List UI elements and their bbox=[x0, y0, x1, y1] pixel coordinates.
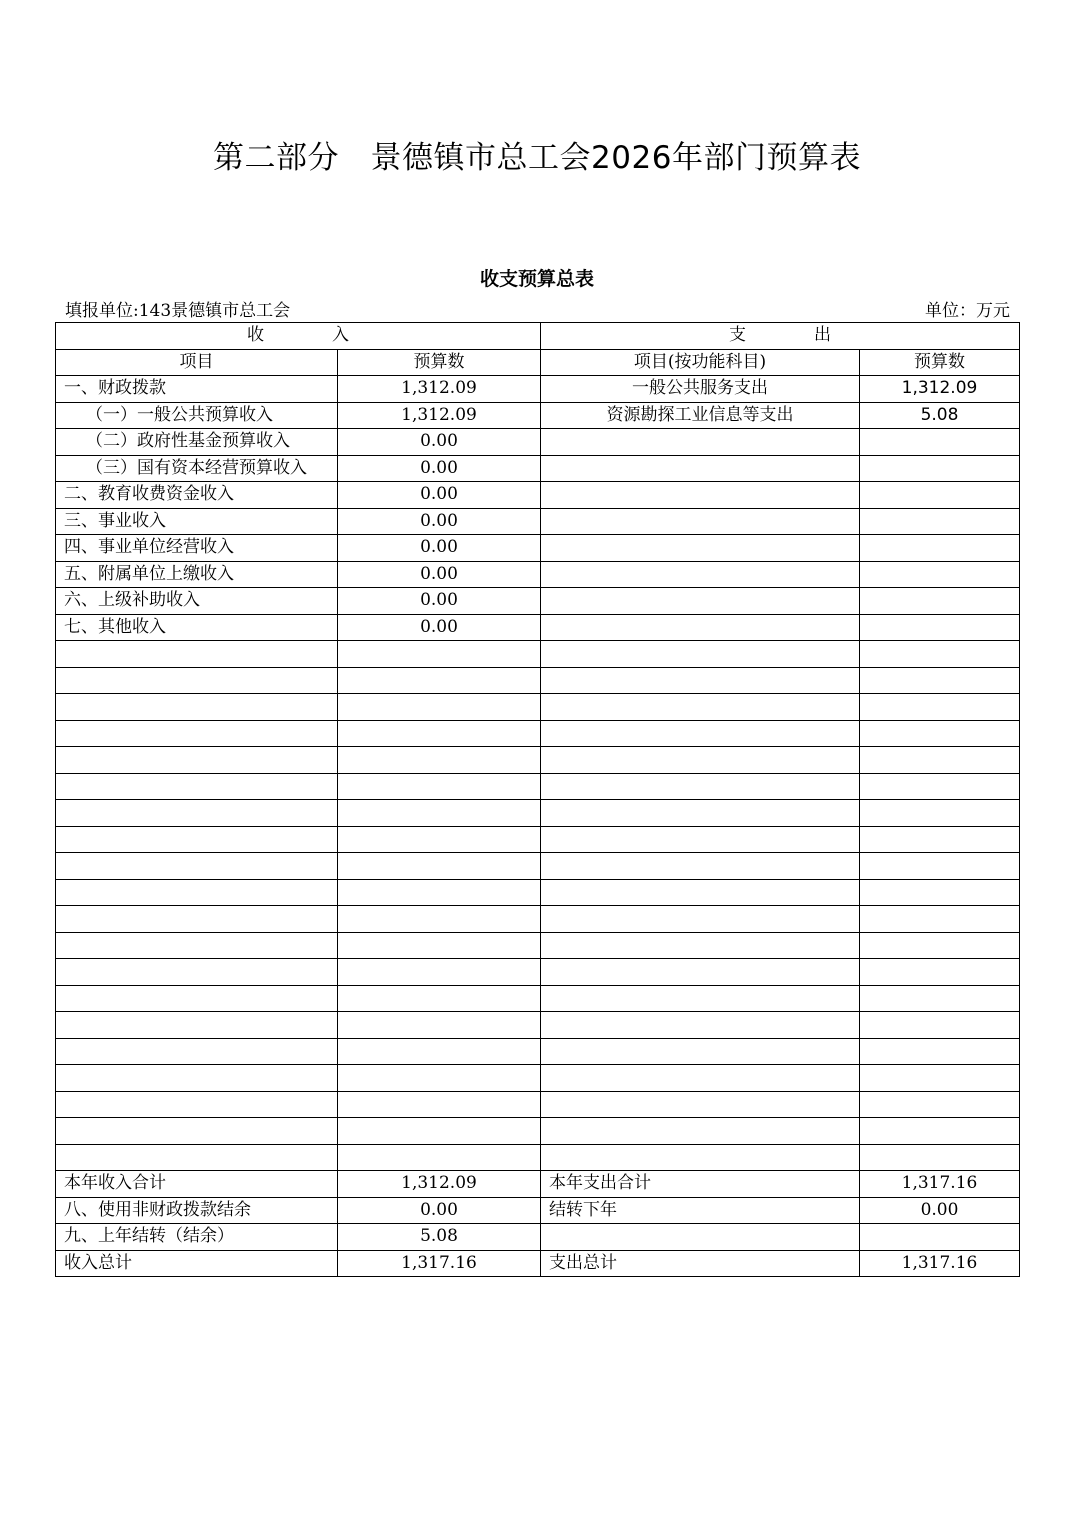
expense-amount-cell bbox=[860, 826, 1020, 853]
income-item-cell: （三）国有资本经营预算收入 bbox=[56, 455, 338, 482]
income-amount-cell: 0.00 bbox=[338, 508, 541, 535]
income-item-cell bbox=[56, 985, 338, 1012]
expense-amount-cell bbox=[860, 932, 1020, 959]
table-row bbox=[56, 1118, 1020, 1145]
expense-item-cell bbox=[541, 694, 860, 721]
expense-item-cell bbox=[541, 614, 860, 641]
income-item-cell: （二）政府性基金预算收入 bbox=[56, 429, 338, 456]
income-amount-cell bbox=[338, 1065, 541, 1092]
table-row bbox=[56, 747, 1020, 774]
expense-item-cell bbox=[541, 508, 860, 535]
expense-item-cell bbox=[541, 720, 860, 747]
income-item-cell bbox=[56, 853, 338, 880]
table-row bbox=[56, 985, 1020, 1012]
expense-amount-header: 预算数 bbox=[860, 349, 1020, 376]
table-row bbox=[56, 879, 1020, 906]
income-item-cell bbox=[56, 1038, 338, 1065]
table-row bbox=[56, 429, 1020, 456]
expense-item-cell bbox=[541, 853, 860, 880]
income-item-cell: （一）一般公共预算收入 bbox=[56, 402, 338, 429]
expense-item-cell bbox=[541, 535, 860, 562]
expense-amount-cell bbox=[860, 694, 1020, 721]
expense-item-cell: 资源勘探工业信息等支出 bbox=[541, 402, 860, 429]
income-item-cell bbox=[56, 720, 338, 747]
table-row bbox=[56, 1038, 1020, 1065]
expense-item-cell bbox=[541, 985, 860, 1012]
income-amount-cell: 0.00 bbox=[338, 588, 541, 615]
table-row bbox=[56, 853, 1020, 880]
income-item-cell bbox=[56, 800, 338, 827]
income-amount-cell bbox=[338, 959, 541, 986]
income-amount-cell bbox=[338, 667, 541, 694]
total-row bbox=[56, 1171, 1020, 1198]
table-row bbox=[56, 959, 1020, 986]
total-income-amount-cell: 0.00 bbox=[338, 1197, 541, 1224]
income-item-cell bbox=[56, 773, 338, 800]
expense-amount-cell bbox=[860, 879, 1020, 906]
expense-amount-cell bbox=[860, 959, 1020, 986]
expense-amount-cell bbox=[860, 1118, 1020, 1145]
income-amount-header: 预算数 bbox=[338, 349, 541, 376]
table-row bbox=[56, 826, 1020, 853]
income-item-cell bbox=[56, 1091, 338, 1118]
column-header-row bbox=[56, 349, 1020, 376]
expense-amount-cell bbox=[860, 429, 1020, 456]
total-row bbox=[56, 1197, 1020, 1224]
expense-item-cell bbox=[541, 429, 860, 456]
total-expense-amount-cell: 0.00 bbox=[860, 1197, 1020, 1224]
expense-amount-cell bbox=[860, 1065, 1020, 1092]
expense-amount-cell bbox=[860, 747, 1020, 774]
expense-item-cell bbox=[541, 455, 860, 482]
income-amount-cell bbox=[338, 1118, 541, 1145]
income-amount-cell: 0.00 bbox=[338, 429, 541, 456]
expense-amount-cell bbox=[860, 1012, 1020, 1039]
total-income-amount-cell: 1,312.09 bbox=[338, 1171, 541, 1198]
expense-item-cell bbox=[541, 906, 860, 933]
income-amount-cell bbox=[338, 1038, 541, 1065]
expense-amount-cell bbox=[860, 720, 1020, 747]
total-income-item-cell: 本年收入合计 bbox=[56, 1171, 338, 1198]
income-item-cell bbox=[56, 1012, 338, 1039]
table-row bbox=[56, 561, 1020, 588]
income-item-cell bbox=[56, 1065, 338, 1092]
total-income-item-cell: 收入总计 bbox=[56, 1250, 338, 1277]
table-title: 收支预算总表 bbox=[479, 268, 594, 290]
income-amount-cell bbox=[338, 1144, 541, 1171]
income-item-cell: 七、其他收入 bbox=[56, 614, 338, 641]
group-header-row bbox=[56, 323, 1020, 350]
income-amount-cell bbox=[338, 826, 541, 853]
table-row bbox=[56, 773, 1020, 800]
budget-summary-table bbox=[55, 322, 1020, 1277]
expense-amount-cell bbox=[860, 773, 1020, 800]
expense-item-cell bbox=[541, 561, 860, 588]
income-amount-cell: 0.00 bbox=[338, 535, 541, 562]
table-row bbox=[56, 1091, 1020, 1118]
income-item-cell bbox=[56, 826, 338, 853]
table-row bbox=[56, 482, 1020, 509]
expense-group-header: 支 出 bbox=[541, 323, 1020, 350]
expense-item-header: 项目(按功能科目) bbox=[541, 349, 860, 376]
income-amount-cell: 0.00 bbox=[338, 455, 541, 482]
total-expense-amount-cell bbox=[860, 1224, 1020, 1251]
expense-amount-cell bbox=[860, 588, 1020, 615]
filing-unit: 填报单位:143景德镇市总工会 bbox=[65, 301, 291, 321]
expense-item-cell bbox=[541, 641, 860, 668]
table-row bbox=[56, 932, 1020, 959]
table-row bbox=[56, 1065, 1020, 1092]
total-income-amount-cell: 5.08 bbox=[338, 1224, 541, 1251]
table-row bbox=[56, 376, 1020, 403]
income-item-cell bbox=[56, 1144, 338, 1171]
table-row bbox=[56, 588, 1020, 615]
income-amount-cell: 1,312.09 bbox=[338, 376, 541, 403]
income-amount-cell bbox=[338, 879, 541, 906]
income-amount-cell bbox=[338, 720, 541, 747]
income-item-cell bbox=[56, 932, 338, 959]
expense-item-cell bbox=[541, 932, 860, 959]
income-item-cell bbox=[56, 1118, 338, 1145]
total-expense-item-cell bbox=[541, 1224, 860, 1251]
income-item-cell: 三、事业收入 bbox=[56, 508, 338, 535]
expense-amount-cell bbox=[860, 455, 1020, 482]
expense-amount-cell bbox=[860, 508, 1020, 535]
expense-item-cell bbox=[541, 747, 860, 774]
expense-item-cell bbox=[541, 1144, 860, 1171]
income-amount-cell bbox=[338, 932, 541, 959]
expense-item-cell bbox=[541, 1091, 860, 1118]
expense-amount-cell bbox=[860, 906, 1020, 933]
income-item-cell bbox=[56, 747, 338, 774]
income-item-cell bbox=[56, 906, 338, 933]
table-row bbox=[56, 641, 1020, 668]
expense-item-cell bbox=[541, 959, 860, 986]
income-item-cell: 六、上级补助收入 bbox=[56, 588, 338, 615]
total-income-item-cell: 九、上年结转（结余） bbox=[56, 1224, 338, 1251]
income-item-cell: 五、附属单位上缴收入 bbox=[56, 561, 338, 588]
table-row bbox=[56, 614, 1020, 641]
expense-item-cell bbox=[541, 800, 860, 827]
table-row bbox=[56, 1144, 1020, 1171]
income-item-cell: 二、教育收费资金收入 bbox=[56, 482, 338, 509]
income-amount-cell: 0.00 bbox=[338, 561, 541, 588]
expense-amount-cell bbox=[860, 667, 1020, 694]
total-expense-amount-cell: 1,317.16 bbox=[860, 1171, 1020, 1198]
expense-amount-cell bbox=[860, 1038, 1020, 1065]
income-amount-cell: 0.00 bbox=[338, 482, 541, 509]
income-amount-cell bbox=[338, 1091, 541, 1118]
table-row bbox=[56, 667, 1020, 694]
expense-amount-cell bbox=[860, 985, 1020, 1012]
income-amount-cell bbox=[338, 985, 541, 1012]
expense-amount-cell bbox=[860, 535, 1020, 562]
expense-amount-cell bbox=[860, 614, 1020, 641]
total-expense-amount-cell: 1,317.16 bbox=[860, 1250, 1020, 1277]
expense-amount-cell bbox=[860, 1091, 1020, 1118]
expense-item-cell bbox=[541, 1065, 860, 1092]
total-expense-item-cell: 支出总计 bbox=[541, 1250, 860, 1277]
income-amount-cell bbox=[338, 853, 541, 880]
income-item-header: 项目 bbox=[56, 349, 338, 376]
total-row bbox=[56, 1224, 1020, 1251]
income-item-cell bbox=[56, 879, 338, 906]
expense-item-cell bbox=[541, 482, 860, 509]
expense-item-cell bbox=[541, 879, 860, 906]
expense-item-cell bbox=[541, 773, 860, 800]
table-row bbox=[56, 906, 1020, 933]
table-row bbox=[56, 535, 1020, 562]
income-item-cell: 一、财政拨款 bbox=[56, 376, 338, 403]
expense-amount-cell bbox=[860, 853, 1020, 880]
total-income-item-cell: 八、使用非财政拨款结余 bbox=[56, 1197, 338, 1224]
expense-amount-cell bbox=[860, 800, 1020, 827]
income-amount-cell bbox=[338, 1012, 541, 1039]
income-amount-cell bbox=[338, 747, 541, 774]
expense-item-cell bbox=[541, 1038, 860, 1065]
total-row bbox=[56, 1250, 1020, 1277]
income-amount-cell: 1,312.09 bbox=[338, 402, 541, 429]
expense-amount-cell: 1,312.09 bbox=[860, 376, 1020, 403]
expense-item-cell bbox=[541, 588, 860, 615]
income-item-cell bbox=[56, 959, 338, 986]
income-amount-cell bbox=[338, 694, 541, 721]
expense-amount-cell bbox=[860, 1144, 1020, 1171]
total-expense-item-cell: 结转下年 bbox=[541, 1197, 860, 1224]
total-income-amount-cell: 1,317.16 bbox=[338, 1250, 541, 1277]
table-row bbox=[56, 402, 1020, 429]
table-row bbox=[56, 455, 1020, 482]
expense-amount-cell bbox=[860, 561, 1020, 588]
expense-amount-cell: 5.08 bbox=[860, 402, 1020, 429]
expense-item-cell: 一般公共服务支出 bbox=[541, 376, 860, 403]
table-row bbox=[56, 694, 1020, 721]
expense-amount-cell bbox=[860, 482, 1020, 509]
total-expense-item-cell: 本年支出合计 bbox=[541, 1171, 860, 1198]
table-row bbox=[56, 720, 1020, 747]
page-title: 第二部分 景德镇市总工会2026年部门预算表 bbox=[213, 140, 861, 176]
table-row bbox=[56, 800, 1020, 827]
income-group-header: 收 入 bbox=[56, 323, 541, 350]
expense-item-cell bbox=[541, 826, 860, 853]
income-item-cell bbox=[56, 641, 338, 668]
income-amount-cell bbox=[338, 773, 541, 800]
expense-item-cell bbox=[541, 1012, 860, 1039]
income-item-cell bbox=[56, 694, 338, 721]
income-item-cell: 四、事业单位经营收入 bbox=[56, 535, 338, 562]
table-row bbox=[56, 1012, 1020, 1039]
income-amount-cell bbox=[338, 641, 541, 668]
income-amount-cell bbox=[338, 906, 541, 933]
income-amount-cell: 0.00 bbox=[338, 614, 541, 641]
income-item-cell bbox=[56, 667, 338, 694]
income-amount-cell bbox=[338, 800, 541, 827]
expense-amount-cell bbox=[860, 641, 1020, 668]
expense-item-cell bbox=[541, 1118, 860, 1145]
table-row bbox=[56, 508, 1020, 535]
unit-label: 单位：万元 bbox=[925, 301, 1010, 321]
expense-item-cell bbox=[541, 667, 860, 694]
